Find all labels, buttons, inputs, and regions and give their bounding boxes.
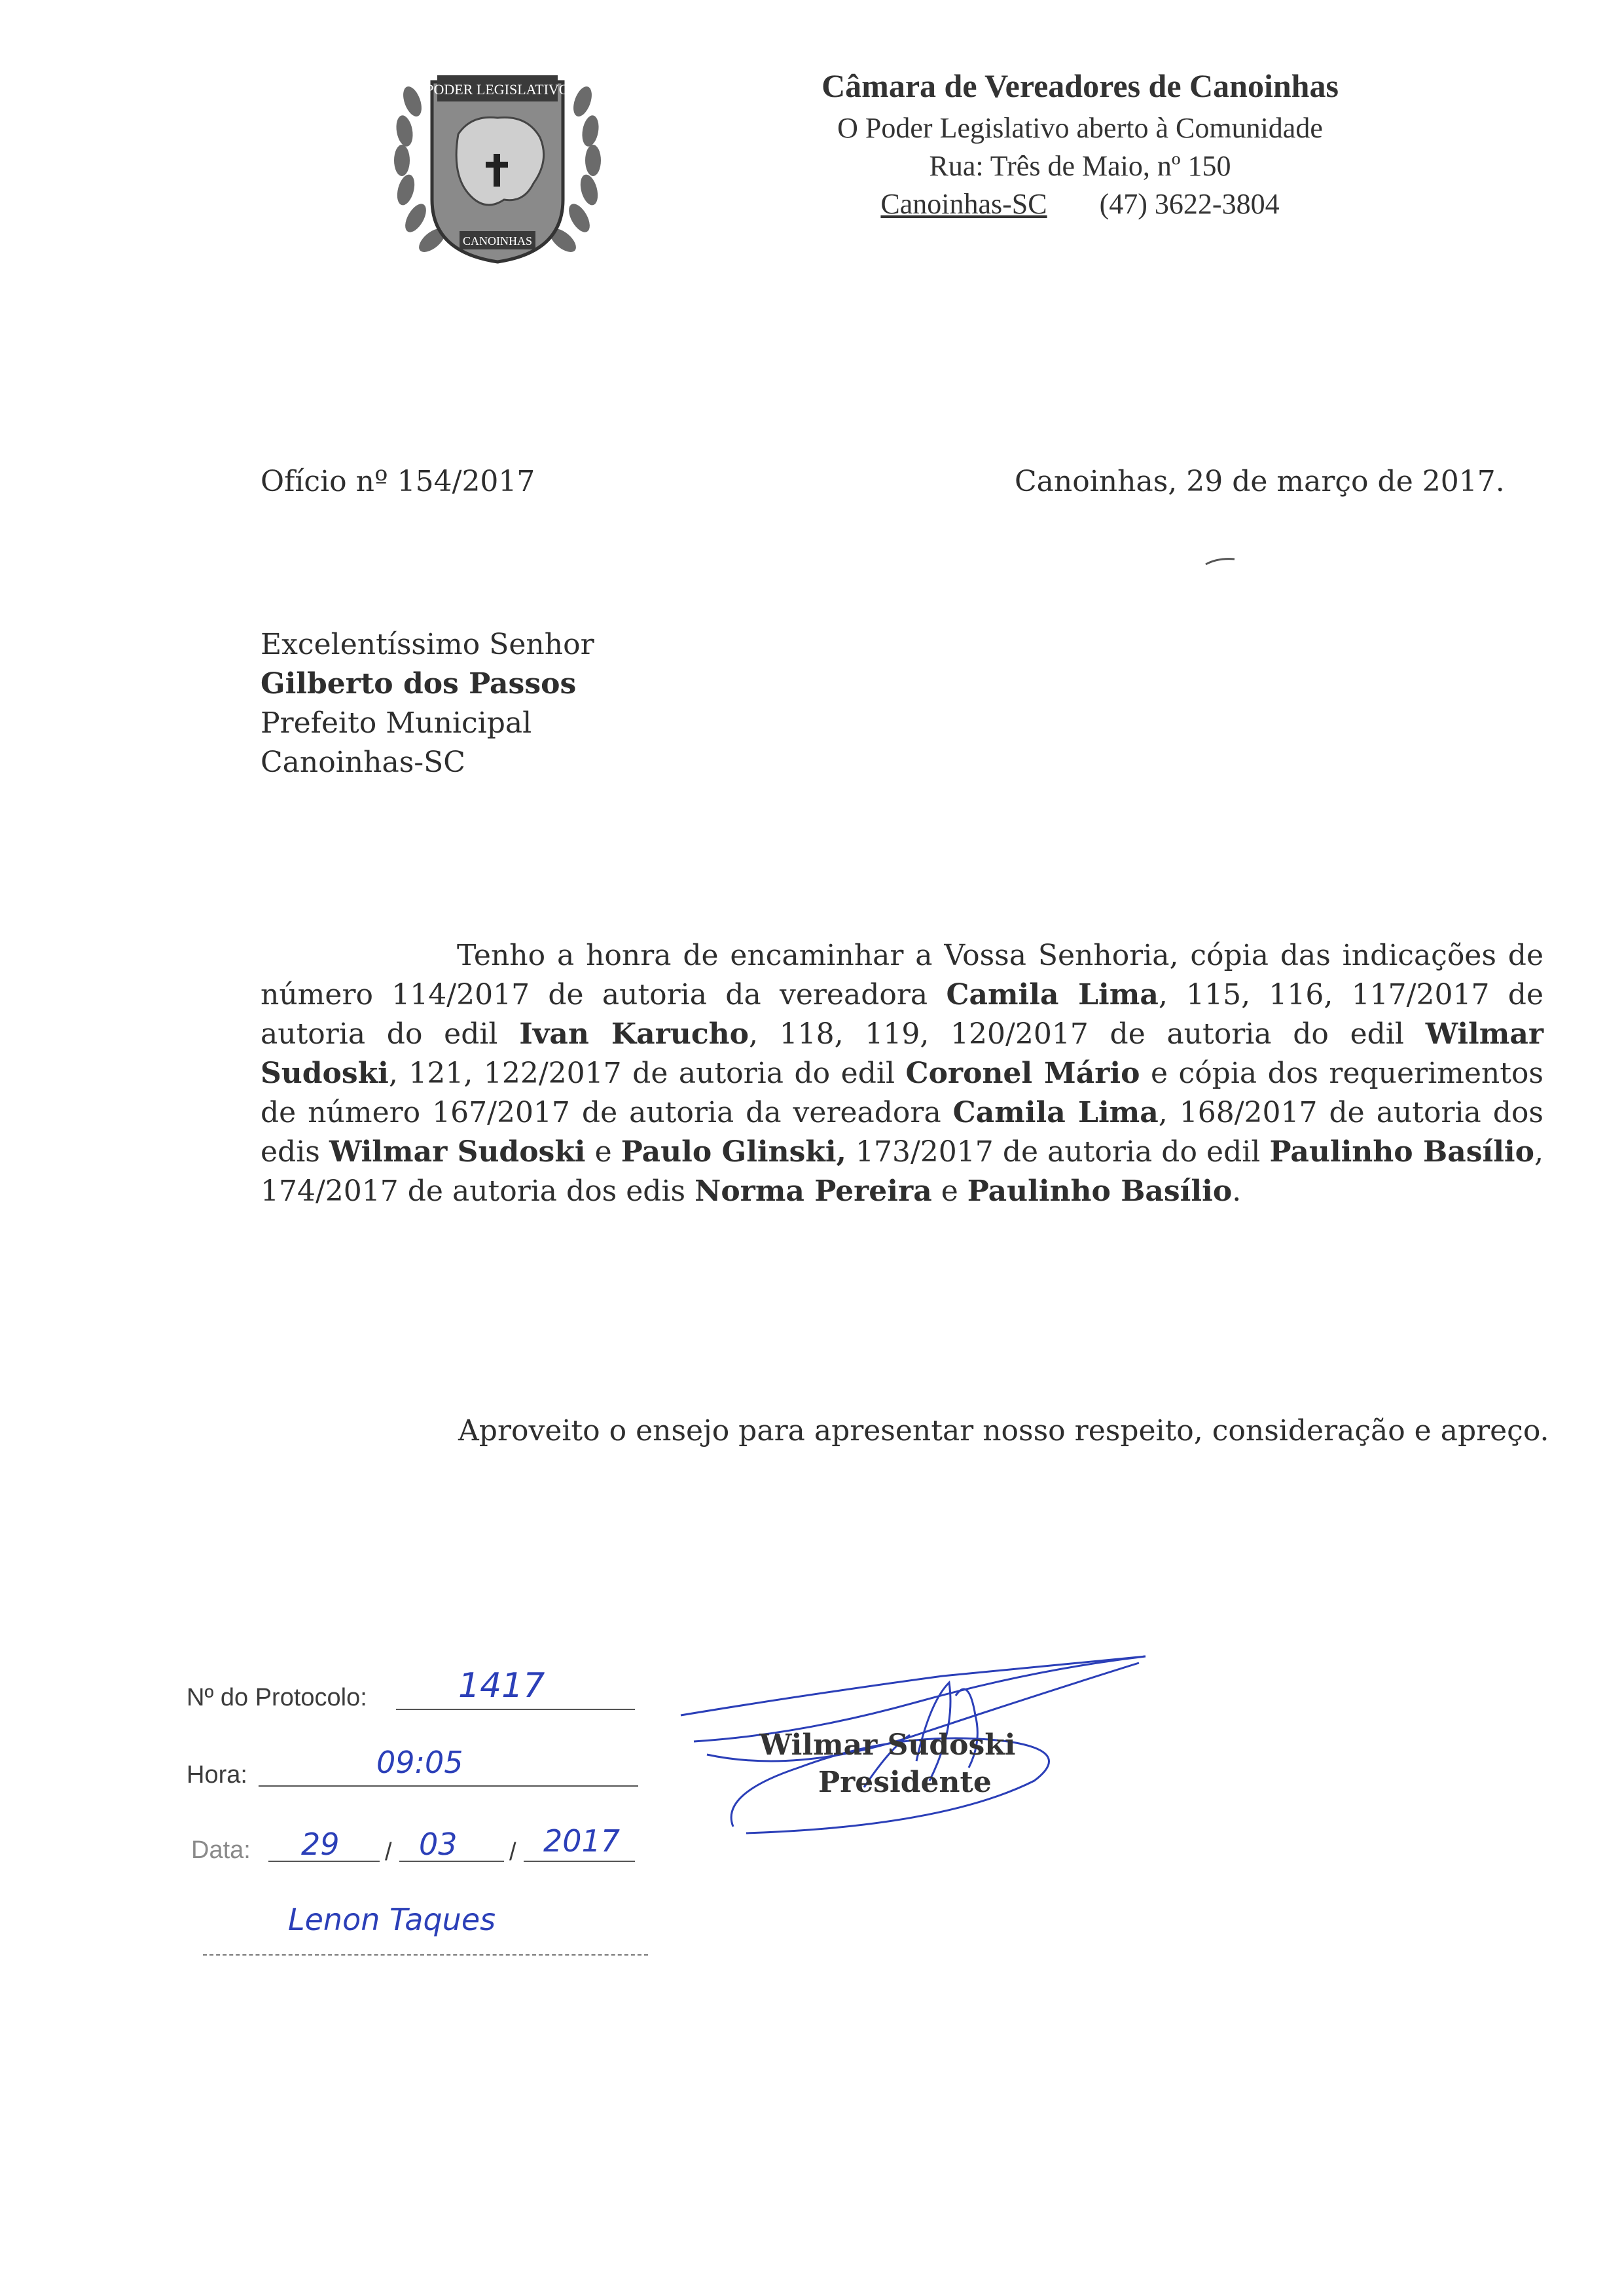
recipient-block <box>261 625 594 782</box>
pen-mark <box>1204 556 1236 566</box>
body-text: , 118, 119, 120/2017 de autoria do edil <box>748 1017 1426 1051</box>
date-month: 03 <box>419 1827 458 1862</box>
body-text: e cópia dos requerimentos de número 167/2017 de autoria da vereadora <box>261 1057 1544 1129</box>
municipal-crest-logo <box>386 62 609 272</box>
institution-address: Rua: Três de Maio, nº 150 <box>929 150 1231 182</box>
crest-city-text: CANOINHAS <box>462 234 533 247</box>
body-text: e <box>585 1135 621 1169</box>
body-text: . <box>1232 1175 1242 1208</box>
body-name: Paulo Glinski, <box>621 1135 846 1169</box>
institution-subtitle: O Poder Legislativo aberto à Comunidade <box>837 112 1323 144</box>
time-label: Hora: <box>187 1761 247 1789</box>
protocol-number: 1417 <box>458 1666 545 1705</box>
signatory-role: Presidente <box>818 1766 992 1799</box>
signatory-name: Wilmar Sudoski <box>759 1728 1016 1762</box>
recipient-salutation: Excelentíssimo Senhor <box>261 628 594 661</box>
crest-banner-text: PODER LEGISLATIVO <box>425 81 569 98</box>
institution-city-phone <box>655 187 1506 221</box>
recipient-city: Canoinhas-SC <box>261 746 465 779</box>
protocol-label: Nº do Protocolo: <box>187 1684 367 1711</box>
body-name: Coronel Mário <box>905 1057 1140 1090</box>
date-year-line <box>524 1861 635 1862</box>
time-value: 09:05 <box>376 1745 463 1780</box>
body-name: Wilmar Sudoski <box>261 1017 1544 1090</box>
institution-city: Canoinhas-SC <box>880 188 1047 220</box>
date-separator: / <box>385 1838 392 1866</box>
body-text: 173/2017 de autoria do edil <box>846 1135 1270 1169</box>
body-name: Ivan Karucho <box>519 1017 749 1051</box>
body-name: Camila Lima <box>952 1096 1159 1129</box>
date-day: 29 <box>301 1827 340 1862</box>
letter-closing: Aproveito o ensejo para apresentar nosso respeito, consideração e apreço. <box>458 1414 1549 1448</box>
body-name: Paulinho Basílio <box>1269 1135 1534 1169</box>
body-name: Norma Pereira <box>695 1175 932 1208</box>
body-text: , 174/2017 de autoria dos edis <box>261 1135 1543 1208</box>
receiver-line <box>203 1954 648 1956</box>
body-name: Wilmar Sudoski <box>329 1135 586 1169</box>
body-name: Camila Lima <box>946 978 1159 1011</box>
letter-place-date: Canoinhas, 29 de março de 2017. <box>1015 465 1505 498</box>
institution-title: Câmara de Vereadores de Canoinhas <box>821 67 1339 104</box>
body-text: e <box>931 1175 967 1208</box>
body-text: , 115, 116, 117/2017 de autoria do edil <box>261 978 1543 1051</box>
letter-reference: Ofício nº 154/2017 <box>261 465 535 498</box>
body-text: , 121, 122/2017 de autoria do edil <box>388 1057 906 1090</box>
protocol-line <box>396 1709 635 1710</box>
date-separator: / <box>509 1838 516 1866</box>
institution-phone: (47) 3622-3804 <box>1099 188 1280 220</box>
recipient-role: Prefeito Municipal <box>261 706 532 740</box>
receiver-signature: Lenon Taques <box>288 1902 496 1937</box>
body-text: Tenho a honra de encaminhar a Vossa Senhoria, cópia das indicações de número 114/2017 de autoria da vereadora <box>261 939 1543 1011</box>
recipient-name: Gilberto dos Passos <box>261 667 577 701</box>
time-line <box>259 1785 638 1787</box>
letter-body <box>261 936 1543 1211</box>
date-label: Data: <box>191 1836 251 1864</box>
body-name: Paulinho Basílio <box>967 1175 1233 1208</box>
date-year: 2017 <box>543 1823 621 1859</box>
body-text: , 168/2017 de autoria dos edis <box>261 1096 1543 1169</box>
